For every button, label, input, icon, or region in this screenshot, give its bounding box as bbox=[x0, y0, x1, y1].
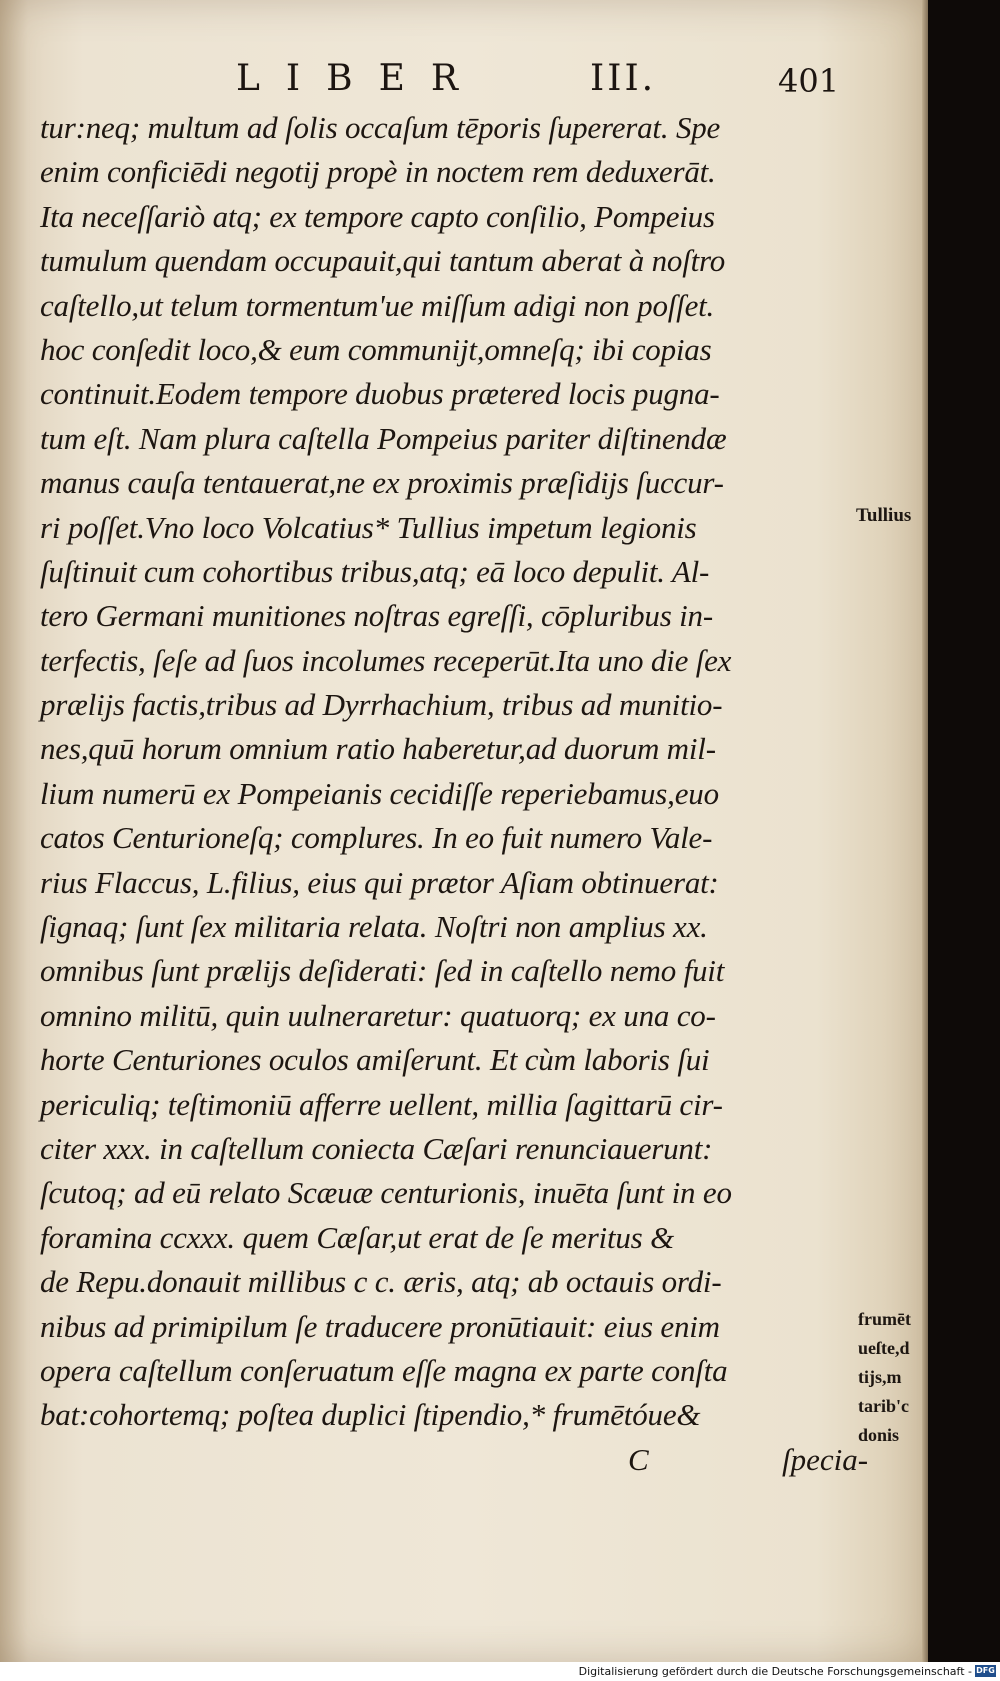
text-line: ſignaq; ſunt ſex militaria relata. Noſtri non amplius xx. bbox=[40, 909, 708, 945]
text-line: catos Centurioneſq; complures. In eo fuit numero Vale- bbox=[40, 820, 713, 856]
footer-bar bbox=[0, 1662, 1000, 1681]
marginal-note-line: tarib'c bbox=[858, 1396, 909, 1416]
text-line: periculiq; teſtimoniū afferre uellent, millia ſagittarū cir- bbox=[40, 1086, 723, 1122]
text-line: de Repu.donauit millibus c c. æris, atq; ab octauis ordi- bbox=[40, 1264, 722, 1300]
text-line: enim conficiēdi negotij propè in noctem rem deduxerāt. bbox=[40, 154, 716, 190]
text-line: nes,quū horum omnium ratio haberetur,ad duorum mil- bbox=[40, 731, 716, 767]
marginal-notes bbox=[858, 1305, 926, 1450]
catchword: ſpecia- bbox=[782, 1441, 869, 1477]
body-text bbox=[40, 106, 869, 1482]
page-number: 401 bbox=[778, 62, 840, 100]
text-line: manus cauſa tentauerat,ne ex proximis præſidijs ſuccur- bbox=[40, 465, 724, 501]
text-line: lium numerū ex Pompeianis cecidiſſe reperiebamus,euo bbox=[40, 775, 719, 811]
marginal-note-line: tijs,m bbox=[858, 1367, 902, 1387]
funding-credit: Digitalisierung gefördert durch die Deutsche Forschungsgemeinschaft - bbox=[578, 1665, 972, 1678]
book-number: III. bbox=[590, 58, 657, 99]
running-title: LIBER bbox=[236, 58, 484, 99]
text-line: Ita neceſſariò atq; ex tempore capto conſilio, Pompeius bbox=[40, 198, 715, 234]
text-line: foramina ccxxx. quem Cæſar,ut erat de ſe meritus & bbox=[40, 1219, 675, 1255]
marginal-note-line: ueſte,d bbox=[858, 1338, 910, 1358]
text-line: tero Germani munitiones noſtras egreſſi, cōpluribus in- bbox=[40, 598, 713, 634]
text-line: tum eſt. Nam plura caſtella Pompeius pariter diſtinendæ bbox=[40, 420, 727, 456]
text-line: rius Flaccus, L.filius, eius qui prætor Aſiam obtinuerat: bbox=[40, 864, 719, 900]
text-line: nibus ad primipilum ſe traducere pronūtiauit: eius enim bbox=[40, 1308, 720, 1344]
running-head bbox=[0, 58, 900, 108]
signature-mark: C bbox=[628, 1441, 649, 1477]
text-line: opera caſtellum conſeruatum eſſe magna ex parte conſta bbox=[40, 1352, 728, 1388]
text-line: tur:neq; multum ad ſolis occaſum tēporis ſupererat. Spe bbox=[40, 110, 721, 145]
text-line: continuit.Eodem tempore duobus prætered locis pugna- bbox=[40, 376, 720, 412]
dfg-logo: DFG bbox=[976, 1666, 995, 1675]
text-line: ſcutoq; ad eū relato Scæuæ centurionis, inuēta ſunt in eo bbox=[40, 1175, 732, 1211]
text-line: ri poſſet.Vno loco Volcatius* Tullius impetum legionis bbox=[40, 509, 697, 545]
catchword-line bbox=[40, 1438, 869, 1482]
text-line: omnino militū, quin uulneraretur: quatuorq; ex una co- bbox=[40, 997, 716, 1033]
marginal-note-tullius: Tullius bbox=[856, 505, 912, 526]
marginal-note-line: frumēt bbox=[858, 1309, 911, 1329]
text-line: terfectis, ſeſe ad ſuos incolumes receperūt.Ita uno die ſex bbox=[40, 642, 732, 678]
text-line: horte Centuriones oculos amiſerunt. Et cùm laboris ſui bbox=[40, 1042, 710, 1078]
text-line: omnibus ſunt prælijs deſiderati: ſed in caſtello nemo fuit bbox=[40, 953, 725, 989]
text-line: caſtello,ut telum tormentum'ue miſſum adigi non poſſet. bbox=[40, 287, 715, 323]
text-line: tumulum quendam occupauit,qui tantum aberat à noſtro bbox=[40, 243, 726, 279]
text-line: citer xxx. in caſtellum coniecta Cæſari renunciauerunt: bbox=[40, 1130, 713, 1166]
marginal-note-line: donis bbox=[858, 1425, 900, 1445]
text-line: prælijs factis,tribus ad Dyrrhachium, tribus ad munitio- bbox=[40, 687, 723, 723]
text-line: bat:cohortemq; poſtea duplici ſtipendio,* frumētóue& bbox=[40, 1397, 701, 1433]
text-line: hoc conſedit loco,& eum communijt,omneſq; ibi copias bbox=[40, 331, 712, 367]
text-line: ſuſtinuit cum cohortibus tribus,atq; eā loco depulit. Al- bbox=[40, 553, 710, 589]
